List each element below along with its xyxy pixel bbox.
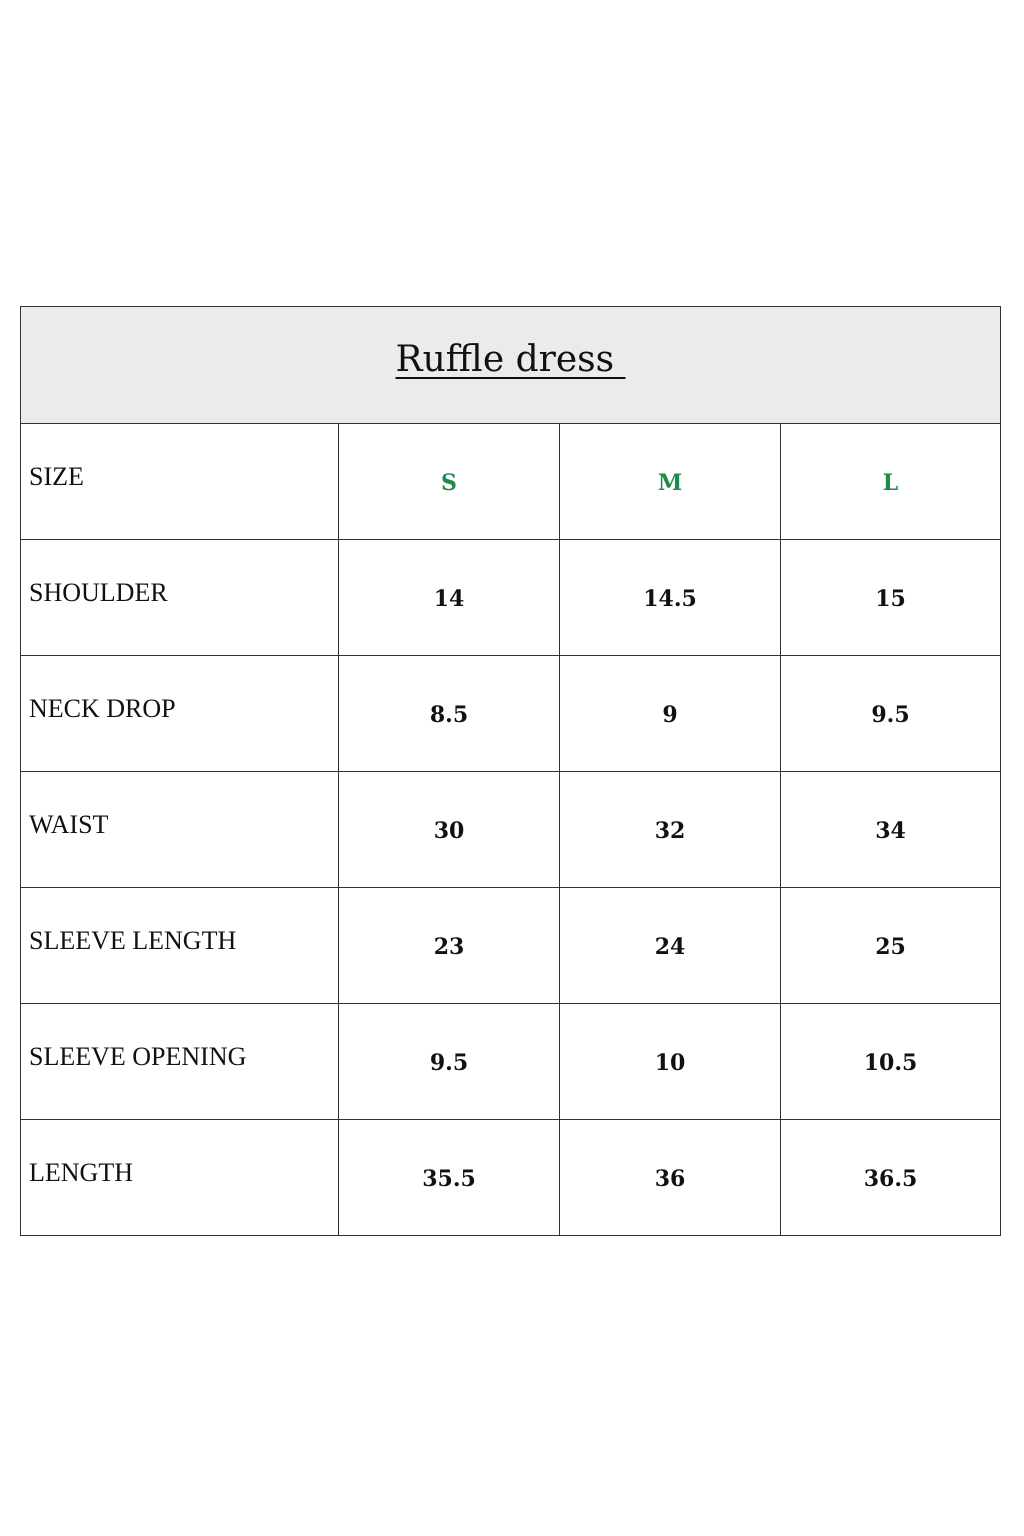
- measurement-value: 23: [433, 933, 465, 960]
- value-cell: [560, 540, 781, 656]
- value-cell: [560, 656, 781, 772]
- row-label: WAIST: [29, 810, 109, 839]
- size-header-m: M: [657, 469, 683, 496]
- size-header-cell: [560, 424, 781, 540]
- measurement-value: 14.5: [643, 585, 697, 612]
- value-cell: [560, 772, 781, 888]
- value-cell: [560, 1004, 781, 1120]
- measurement-value: 9: [662, 701, 678, 728]
- measurement-value: 9.5: [429, 1049, 469, 1076]
- row-label-cell: [21, 1004, 339, 1120]
- size-header-cell: [339, 424, 560, 540]
- size-header-row: [21, 424, 1001, 540]
- title-row: [21, 307, 1001, 424]
- row-label-cell: [21, 888, 339, 1004]
- table-row: [21, 540, 1001, 656]
- measurement-value: 36: [654, 1165, 686, 1192]
- size-table: [20, 306, 1001, 1236]
- value-cell: [560, 1120, 781, 1236]
- row-label-cell: [21, 1120, 339, 1236]
- measurement-value: 32: [654, 817, 686, 844]
- measurement-value: 8.5: [429, 701, 469, 728]
- value-cell: [781, 540, 1001, 656]
- row-label: SHOULDER: [29, 578, 168, 607]
- value-cell: [781, 1004, 1001, 1120]
- measurement-value: 24: [654, 933, 686, 960]
- value-cell: [339, 772, 560, 888]
- chart-title: Ruffle dress: [395, 338, 626, 380]
- row-label: SLEEVE LENGTH: [29, 926, 237, 955]
- measurement-value: 9.5: [871, 701, 910, 728]
- measurement-value: 14: [433, 585, 465, 612]
- size-label-cell: [21, 424, 339, 540]
- row-label-cell: [21, 540, 339, 656]
- table-row: [21, 1120, 1001, 1236]
- table-row: [21, 1004, 1001, 1120]
- measurement-value: 34: [875, 817, 906, 844]
- row-label-cell: [21, 772, 339, 888]
- value-cell: [339, 656, 560, 772]
- measurement-value: 10: [654, 1049, 686, 1076]
- size-chart: [20, 306, 1000, 1236]
- value-cell: [781, 656, 1001, 772]
- value-cell: [339, 888, 560, 1004]
- value-cell: [781, 1120, 1001, 1236]
- measurement-value: 25: [875, 933, 906, 960]
- measurement-value: 15: [875, 585, 906, 612]
- measurement-value: 35.5: [422, 1165, 476, 1192]
- table-row: [21, 888, 1001, 1004]
- row-label: LENGTH: [29, 1158, 133, 1187]
- size-header-cell: [781, 424, 1001, 540]
- size-header-l: L: [882, 469, 899, 496]
- value-cell: [339, 1120, 560, 1236]
- value-cell: [339, 540, 560, 656]
- table-row: [21, 656, 1001, 772]
- size-label: SIZE: [29, 462, 84, 491]
- measurement-value: 30: [433, 817, 465, 844]
- value-cell: [781, 772, 1001, 888]
- value-cell: [560, 888, 781, 1004]
- title-cell: [21, 307, 1001, 424]
- row-label: NECK DROP: [29, 694, 176, 723]
- row-label-cell: [21, 656, 339, 772]
- measurement-value: 10.5: [863, 1049, 918, 1076]
- size-header-s: S: [441, 469, 457, 496]
- value-cell: [339, 1004, 560, 1120]
- value-cell: [781, 888, 1001, 1004]
- row-label: SLEEVE OPENING: [29, 1042, 247, 1071]
- table-row: [21, 772, 1001, 888]
- measurement-value: 36.5: [863, 1165, 918, 1192]
